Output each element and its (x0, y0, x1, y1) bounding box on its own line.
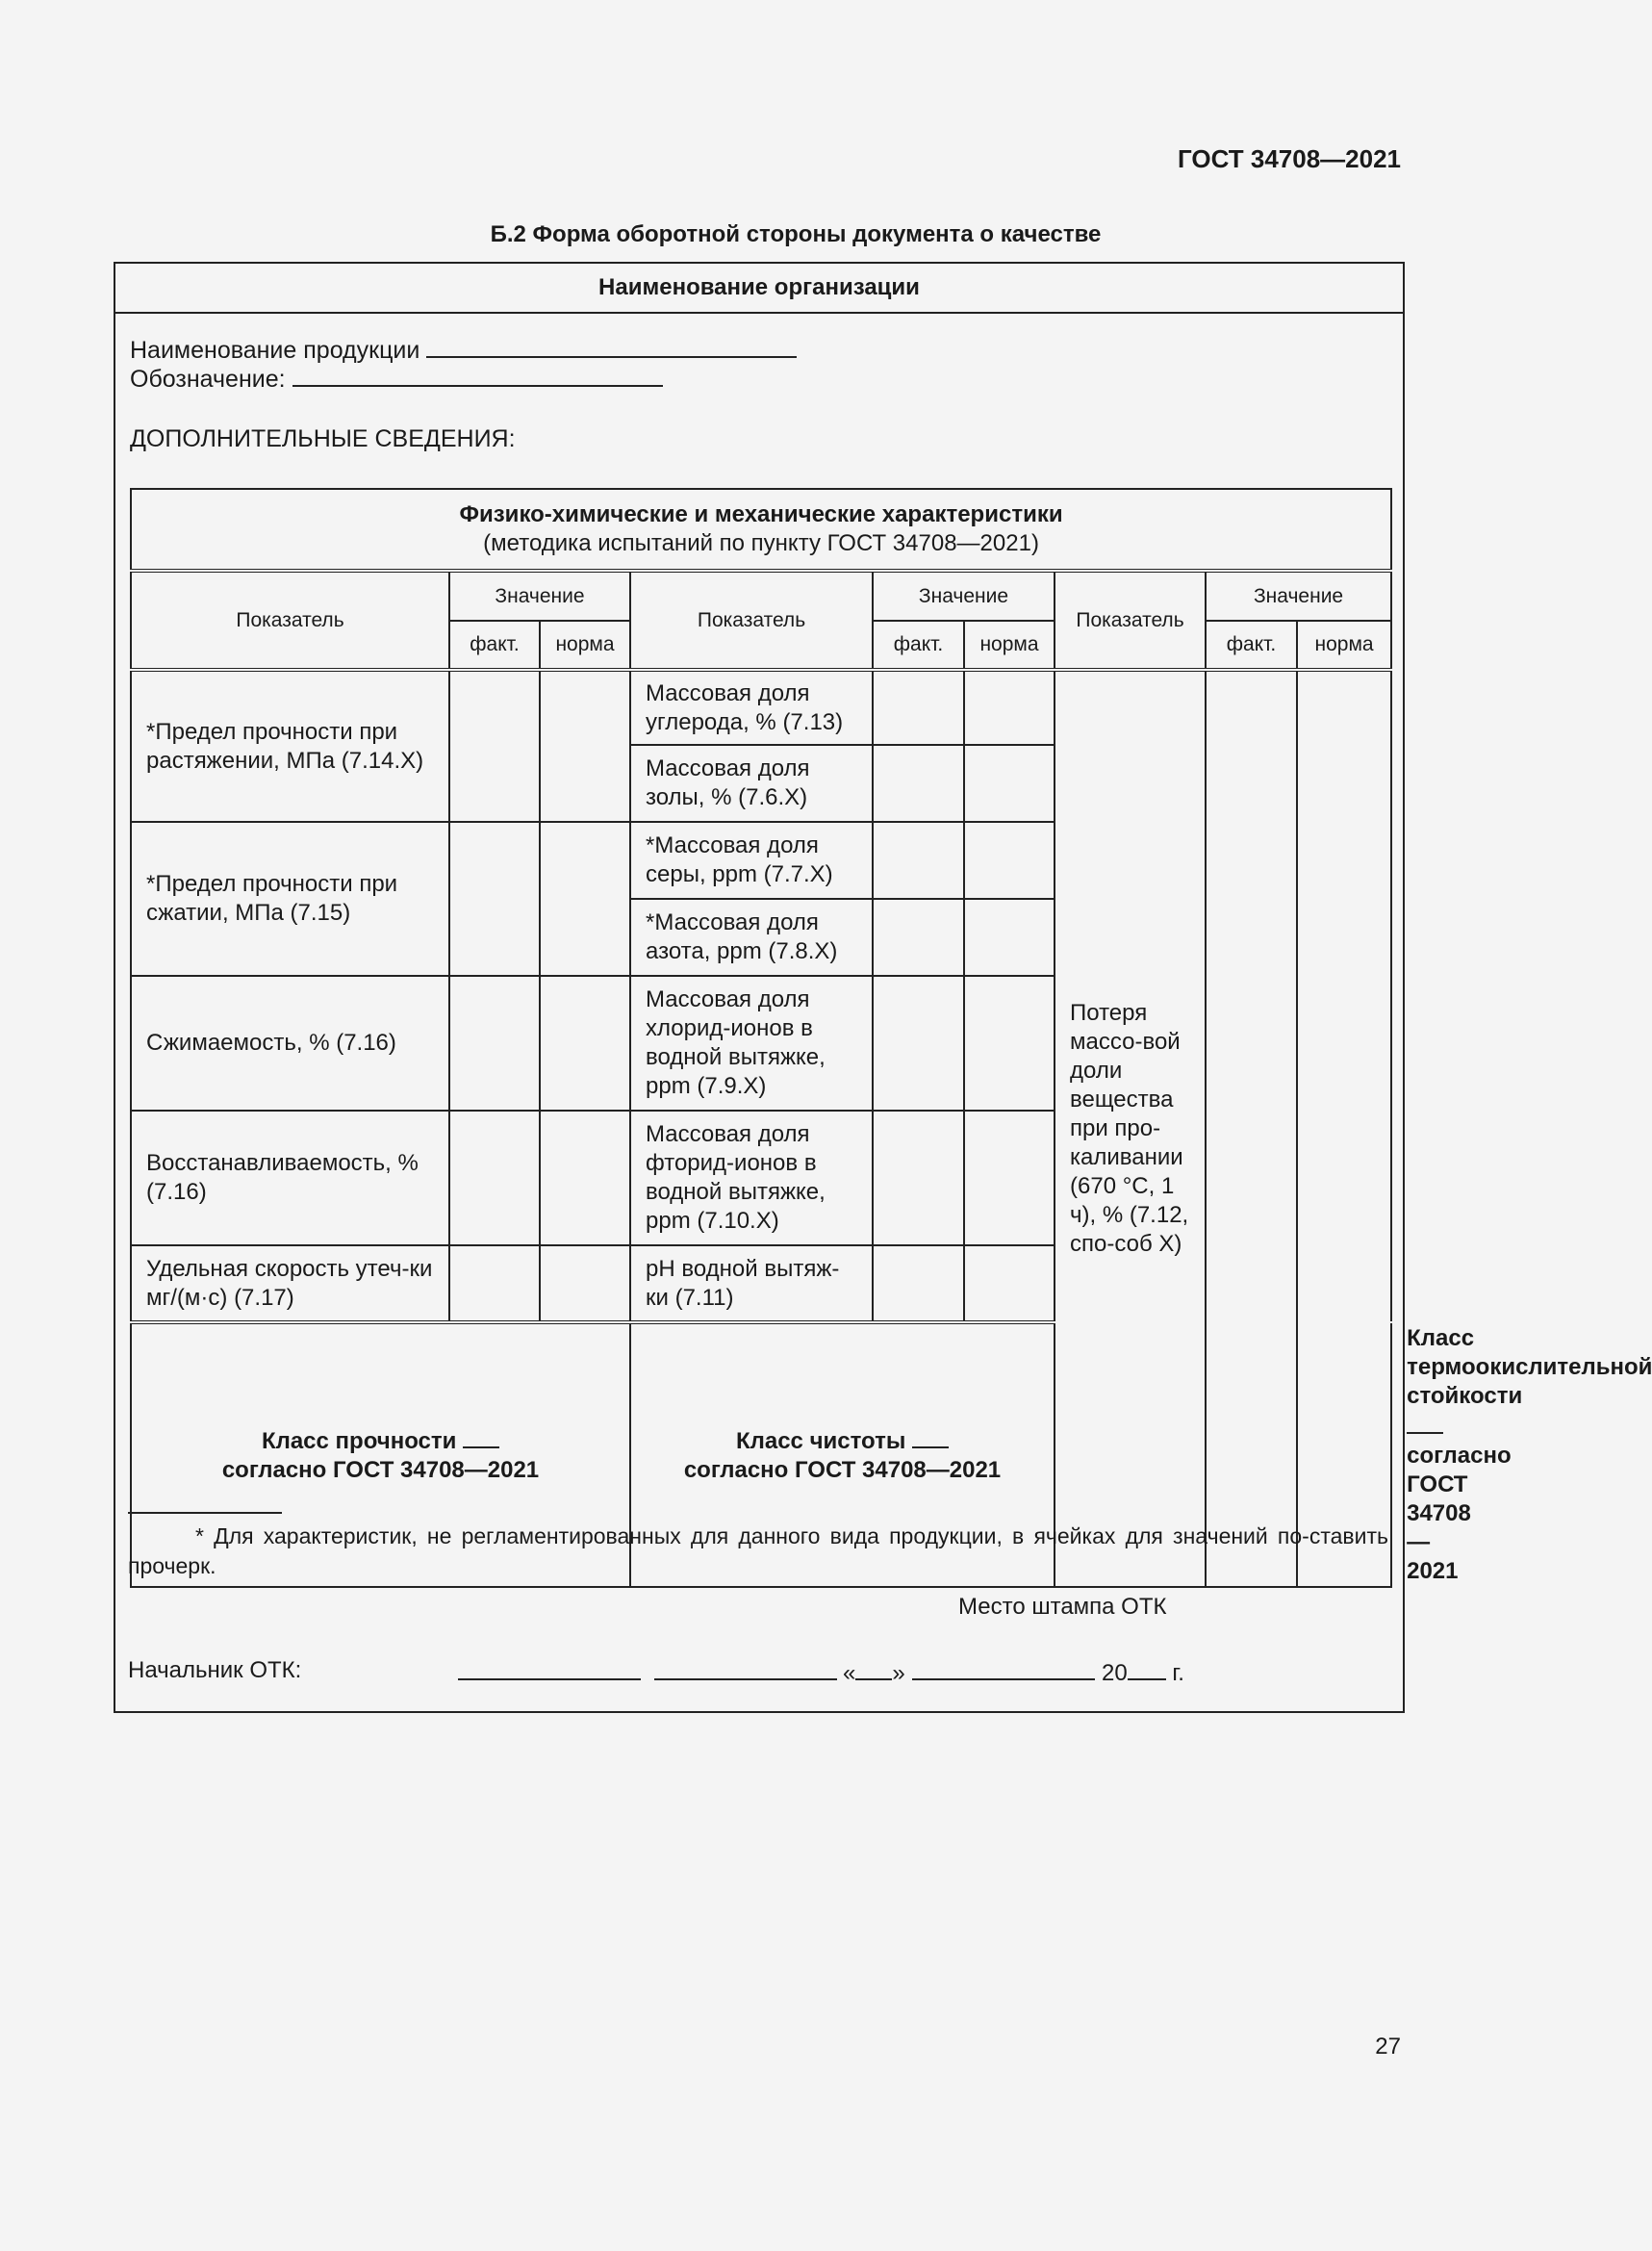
value-fact-cell[interactable] (873, 1245, 964, 1322)
purity-class-label: Класс чистоты (735, 1428, 906, 1454)
value-norm-cell[interactable] (964, 745, 1055, 822)
norm-header: норма (964, 621, 1055, 670)
value-norm-cell[interactable] (540, 976, 630, 1111)
strength-class-standard: согласно ГОСТ 34708—2021 (221, 1457, 540, 1483)
value-norm-cell[interactable] (964, 822, 1055, 899)
indicator-nitrogen: *Массовая доля азота, ppm (7.8.X) (630, 899, 873, 976)
product-name-label: Наименование продукции (130, 337, 420, 364)
designation-field (130, 366, 663, 394)
product-name-line[interactable] (426, 337, 797, 358)
header-row (131, 571, 1391, 621)
norm-header: норма (1297, 621, 1391, 670)
value-norm-cell[interactable] (540, 1245, 630, 1322)
value-norm-cell[interactable] (540, 670, 630, 822)
footnote: * Для характеристик, не регламентированных для данного вида продукции, в ячейках для значений по-ставить прочерк. (128, 1523, 1388, 1578)
value-fact-cell[interactable] (873, 670, 964, 745)
quote-close: » (892, 1660, 905, 1686)
thermo-class-standard: согласно ГОСТ 34708—2021 (1407, 1443, 1512, 1584)
indicator-ash: Массовая доля золы, % (7.6.X) (630, 745, 873, 822)
norm-header: норма (540, 621, 630, 670)
qc-stamp-place: Место штампа ОТК (958, 1594, 1167, 1620)
value-norm-cell[interactable] (540, 1111, 630, 1245)
value-fact-cell[interactable] (873, 822, 964, 899)
date-day-field (843, 1657, 905, 1687)
indicator-ignition-loss: Потеря массо-вой доли вещества при про-каливании (670 °C, 1 ч), % (7.12, спо-соб X) (1055, 670, 1206, 1587)
fact-header: факт. (1206, 621, 1297, 670)
value-norm-cell[interactable] (964, 976, 1055, 1111)
indicator-header: Показатель (630, 571, 873, 670)
page-number: 27 (1375, 2034, 1401, 2059)
purity-class-standard: согласно ГОСТ 34708—2021 (683, 1457, 1002, 1483)
month-line[interactable] (912, 1657, 1095, 1687)
fact-header: факт. (449, 621, 540, 670)
quote-open: « (843, 1660, 856, 1686)
table-caption-subtitle: (методика испытаний по пункту ГОСТ 34708—2021) (483, 530, 1039, 556)
value-header: Значение (873, 571, 1055, 621)
value-fact-cell[interactable] (873, 976, 964, 1111)
designation-label: Обозначение: (130, 366, 286, 393)
strength-class-label: Класс прочности (261, 1428, 457, 1454)
indicator-chloride-ions: Массовая доля хлорид-ионов в водной вытяжке, ppm (7.9.X) (630, 976, 873, 1111)
value-fact-cell[interactable] (449, 822, 540, 976)
qc-chief-label: Начальник ОТК: (128, 1657, 302, 1683)
value-header: Значение (449, 571, 630, 621)
indicator-sulfur: *Массовая доля серы, ppm (7.7.X) (630, 822, 873, 899)
form-title: Б.2 Форма оборотной стороны документа о качестве (490, 221, 1102, 247)
indicator-header: Показатель (1055, 571, 1206, 670)
purity-class-blank[interactable] (912, 1425, 949, 1448)
indicator-tensile-strength: *Предел прочности при растяжении, МПа (7.14.X) (131, 670, 449, 822)
name-line[interactable] (654, 1657, 837, 1687)
value-norm-cell[interactable] (964, 1111, 1055, 1245)
table-row (131, 670, 1391, 745)
organization-name-header: Наименование организации (115, 264, 1403, 314)
indicator-compressive-strength: *Предел прочности при сжатии, МПа (7.15) (131, 822, 449, 976)
product-name-field (130, 337, 797, 365)
indicator-recovery: Восстанавливаемость, % (7.16) (131, 1111, 449, 1245)
table-caption-title: Физико-химические и механические характеристики (459, 501, 1063, 527)
date-year-field (1102, 1657, 1184, 1687)
indicator-fluoride-ions: Массовая доля фторид-ионов в водной вытяжке, ppm (7.10.X) (630, 1111, 873, 1245)
value-header: Значение (1206, 571, 1391, 621)
thermo-class-label: Класс термоокислительной стойкости (1407, 1325, 1652, 1409)
indicator-header: Показатель (131, 571, 449, 670)
fact-header: факт. (873, 621, 964, 670)
indicator-carbon: Массовая доля углерода, % (7.13) (630, 670, 873, 745)
year-prefix: 20 (1102, 1660, 1128, 1686)
characteristics-table (130, 488, 1652, 1588)
designation-line[interactable] (292, 366, 663, 387)
value-norm-cell[interactable] (1297, 670, 1391, 1587)
strength-class-blank[interactable] (463, 1425, 499, 1448)
value-fact-cell[interactable] (449, 1111, 540, 1245)
value-norm-cell[interactable] (964, 899, 1055, 976)
value-norm-cell[interactable] (964, 1245, 1055, 1322)
day-line[interactable] (855, 1657, 892, 1680)
standard-number: ГОСТ 34708—2021 (1178, 144, 1401, 173)
value-fact-cell[interactable] (873, 1111, 964, 1245)
value-norm-cell[interactable] (540, 822, 630, 976)
table-caption-row (131, 489, 1391, 571)
value-fact-cell[interactable] (449, 1245, 540, 1322)
indicator-compressibility: Сжимаемость, % (7.16) (131, 976, 449, 1111)
year-suffix: г. (1172, 1660, 1184, 1686)
year-line[interactable] (1128, 1657, 1166, 1680)
signature-line[interactable] (458, 1657, 641, 1687)
value-fact-cell[interactable] (873, 899, 964, 976)
table-caption (131, 489, 1391, 571)
quality-document-form (114, 262, 1652, 1713)
value-fact-cell[interactable] (449, 670, 540, 822)
footnote-divider (128, 1512, 282, 1514)
value-fact-cell[interactable] (873, 745, 964, 822)
additional-info-heading: ДОПОЛНИТЕЛЬНЫЕ СВЕДЕНИЯ: (130, 425, 516, 452)
value-fact-cell[interactable] (1206, 670, 1297, 1587)
value-fact-cell[interactable] (449, 976, 540, 1111)
value-norm-cell[interactable] (964, 670, 1055, 745)
indicator-leak-rate: Удельная скорость утеч-ки мг/(м·с) (7.17) (131, 1245, 449, 1322)
indicator-ph: pH водной вытяж-ки (7.11) (630, 1245, 873, 1322)
thermo-class-blank[interactable] (1407, 1411, 1443, 1434)
